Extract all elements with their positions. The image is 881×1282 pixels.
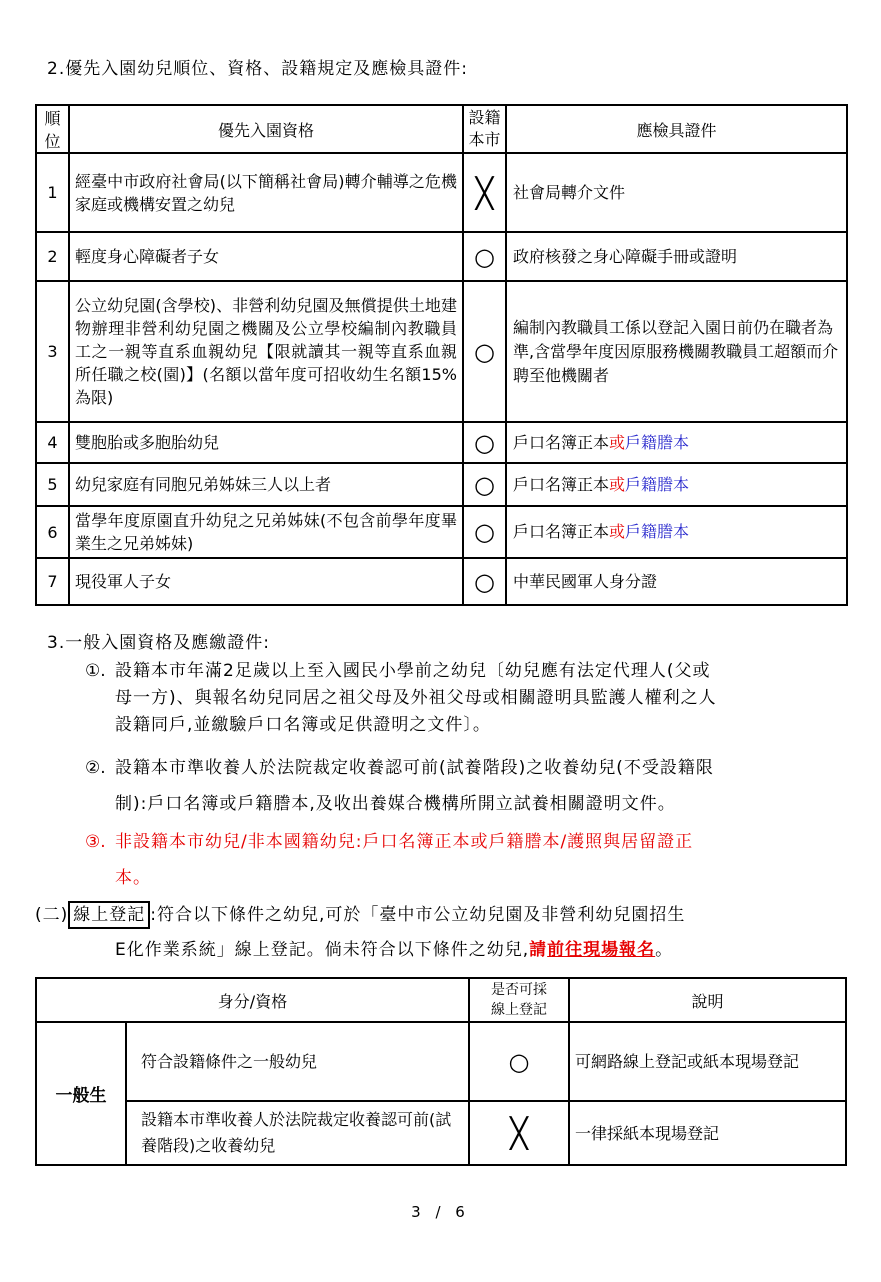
required-documents-cell	[506, 463, 847, 506]
item-text-line: 設籍本市年滿2足歲以上至入國民小學前之幼兒〔幼兒應有法定代理人(父或	[115, 661, 711, 681]
general-admission-item	[85, 658, 851, 739]
document-text-segment: 戶口名簿正本	[513, 522, 610, 541]
online-available-mark-cell: ○	[469, 1022, 569, 1101]
document-text-segment: 或	[609, 432, 626, 452]
registered-mark-cell: ○	[463, 281, 506, 422]
document-text-segment: 中華民國軍人身分證	[513, 571, 658, 591]
priority-rank-cell: 5	[36, 463, 69, 506]
required-documents-cell	[506, 422, 847, 463]
online-registration-line1-rest: :符合以下條件之幼兒,可於「臺中市公立幼兒園及非營利幼兒園招生	[150, 905, 686, 925]
item-text-line: 制):戶口名簿或戶籍謄本,及收出養媒合機構所開立試養相關證明文件。	[115, 794, 676, 814]
registered-mark-cell: ○	[463, 558, 506, 605]
registered-mark-cell: ○	[463, 422, 506, 463]
header-online-available	[469, 978, 569, 1022]
online-registration-table	[35, 977, 847, 1166]
priority-qualification-cell: 幼兒家庭有同胞兄弟姊妹三人以上者	[69, 463, 463, 506]
document-text-segment: 政府核發之身心障礙手冊或證明	[513, 246, 738, 266]
required-documents-cell	[506, 153, 847, 232]
priority-rank-cell: 1	[36, 153, 69, 232]
registered-mark-cell: ╳	[463, 153, 506, 232]
required-documents-cell	[506, 232, 847, 281]
online-table-header-row	[36, 978, 846, 1022]
priority-table-row	[36, 281, 847, 422]
online-line2-segment: 請	[529, 940, 548, 960]
priority-rank-cell: 6	[36, 506, 69, 558]
online-section-prefix: (二)	[35, 905, 69, 925]
item-text-line: 設籍同戶,並繳驗戶口名簿或足供證明之文件〕。	[115, 715, 491, 735]
document-text-segment: 社會局轉介文件	[513, 182, 626, 202]
document-text-segment: 戶口名簿正本	[513, 432, 610, 452]
identity-qualification-cell: 設籍本市準收養人於法院裁定收養認可前(試養階段)之收養幼兒	[126, 1101, 469, 1165]
priority-table-row	[36, 422, 847, 463]
required-documents-cell	[506, 281, 847, 422]
item-text-line: 母一方)、與報名幼兒同居之祖父母及外祖父母或相關證明具監護人權利之人	[115, 688, 717, 708]
priority-qualification-cell: 當學年度原園直升幼兒之兄弟姊妹(不包含前學年度畢業生之兄弟姊妹)	[69, 506, 463, 558]
online-registration-line1	[35, 897, 851, 933]
identity-qualification-cell: 符合設籍條件之一般幼兒	[126, 1022, 469, 1101]
item-text-line: 設籍本市準收養人於法院裁定收養認可前(試養階段)之收養幼兒(不受設籍限	[115, 758, 714, 778]
general-admission-item	[85, 824, 851, 896]
priority-rank-cell: 2	[36, 232, 69, 281]
page-number-indicator: 3 / 6	[411, 1203, 470, 1221]
section2-heading: 2.優先入園幼兒順位、資格、設籍規定及應檢具證件:	[47, 59, 468, 79]
online-line2-segment: 。	[655, 940, 674, 960]
header-identity-qualification: 身分/資格	[36, 978, 469, 1022]
description-cell: 可網路線上登記或紙本現場登記	[569, 1022, 846, 1101]
header-registered-line1: 設籍	[468, 108, 501, 127]
priority-table-row	[36, 506, 847, 558]
priority-table-row	[36, 558, 847, 605]
priority-rank-cell: 3	[36, 281, 69, 422]
header-registered-in-city	[463, 105, 506, 153]
registered-mark-cell: ○	[463, 232, 506, 281]
header-description: 說明	[569, 978, 846, 1022]
online-registration-line2	[35, 933, 851, 968]
required-documents-cell	[506, 558, 847, 605]
section3-heading: 3.一般入園資格及應繳證件:	[47, 633, 270, 653]
general-admission-item	[85, 750, 851, 822]
document-text-segment: 戶口名簿正本	[513, 474, 610, 494]
online-table-row	[36, 1101, 846, 1165]
document-text-segment: 或	[609, 474, 626, 494]
item-number-marker: ②.	[85, 758, 106, 778]
description-cell: 一律採紙本現場登記	[569, 1101, 846, 1165]
item-text-line: 本。	[115, 868, 151, 888]
item-number-marker: ①.	[85, 661, 106, 681]
header-documents: 應檢具證件	[506, 105, 847, 153]
priority-qualification-cell: 雙胞胎或多胞胎幼兒	[69, 422, 463, 463]
online-line2-segment: 前往現場報名	[547, 940, 656, 960]
priority-table-row	[36, 232, 847, 281]
priority-table-header-row	[36, 105, 847, 153]
required-documents-cell	[506, 506, 847, 558]
online-available-mark-cell: ╳	[469, 1101, 569, 1165]
priority-qualification-cell: 輕度身心障礙者子女	[69, 232, 463, 281]
priority-qualification-cell: 現役軍人子女	[69, 558, 463, 605]
header-rank: 順位	[36, 105, 69, 153]
item-number-marker: ③.	[85, 832, 106, 852]
header-online-line2: 線上登記	[491, 1002, 547, 1018]
priority-qualification-cell: 經臺中市政府社會局(以下簡稱社會局)轉介輔導之危機家庭或機構安置之幼兒	[69, 153, 463, 232]
document-text-segment: 戶籍謄本	[625, 432, 690, 452]
priority-qualification-cell: 公立幼兒園(含學校)、非營利幼兒園及無償提供土地建物辦理非營利幼兒園之機關及公立學校編制內教職員工之一親等直系血親幼兒【限就讀其一親等直系血親所任職之校(園)】(名額以當年度可招收幼生名額15%為限)	[69, 281, 463, 422]
online-table-row	[36, 1022, 846, 1101]
header-qualification: 優先入園資格	[69, 105, 463, 153]
online-line2-segment: E化作業系統」線上登記。倘未符合以下條件之幼兒,	[115, 940, 530, 960]
document-text-segment: 或	[609, 522, 626, 541]
priority-admission-table	[35, 104, 848, 606]
header-online-line1: 是否可採	[491, 982, 547, 998]
item-text-line: 非設籍本市幼兒/非本國籍幼兒:戶口名簿正本或戶籍謄本/護照與居留證正	[115, 832, 694, 852]
document-text-segment: 戶籍謄本	[625, 522, 690, 541]
online-registration-section	[35, 897, 851, 968]
student-group-cell: 一般生	[36, 1022, 126, 1165]
priority-table-row	[36, 463, 847, 506]
online-registration-boxed-label: 線上登記	[68, 901, 150, 929]
priority-rank-cell: 4	[36, 422, 69, 463]
priority-rank-cell: 7	[36, 558, 69, 605]
document-text-segment: 編制內教職員工係以登記入園日前仍在職者為準,含當學年度因原服務機關教職員工超額而介聘至他機關者	[513, 317, 839, 385]
registered-mark-cell: ○	[463, 506, 506, 558]
document-text-segment: 戶籍謄本	[625, 474, 690, 494]
general-admission-items	[85, 658, 851, 896]
priority-table-row	[36, 153, 847, 232]
header-registered-line2: 本市	[468, 130, 501, 149]
registered-mark-cell: ○	[463, 463, 506, 506]
